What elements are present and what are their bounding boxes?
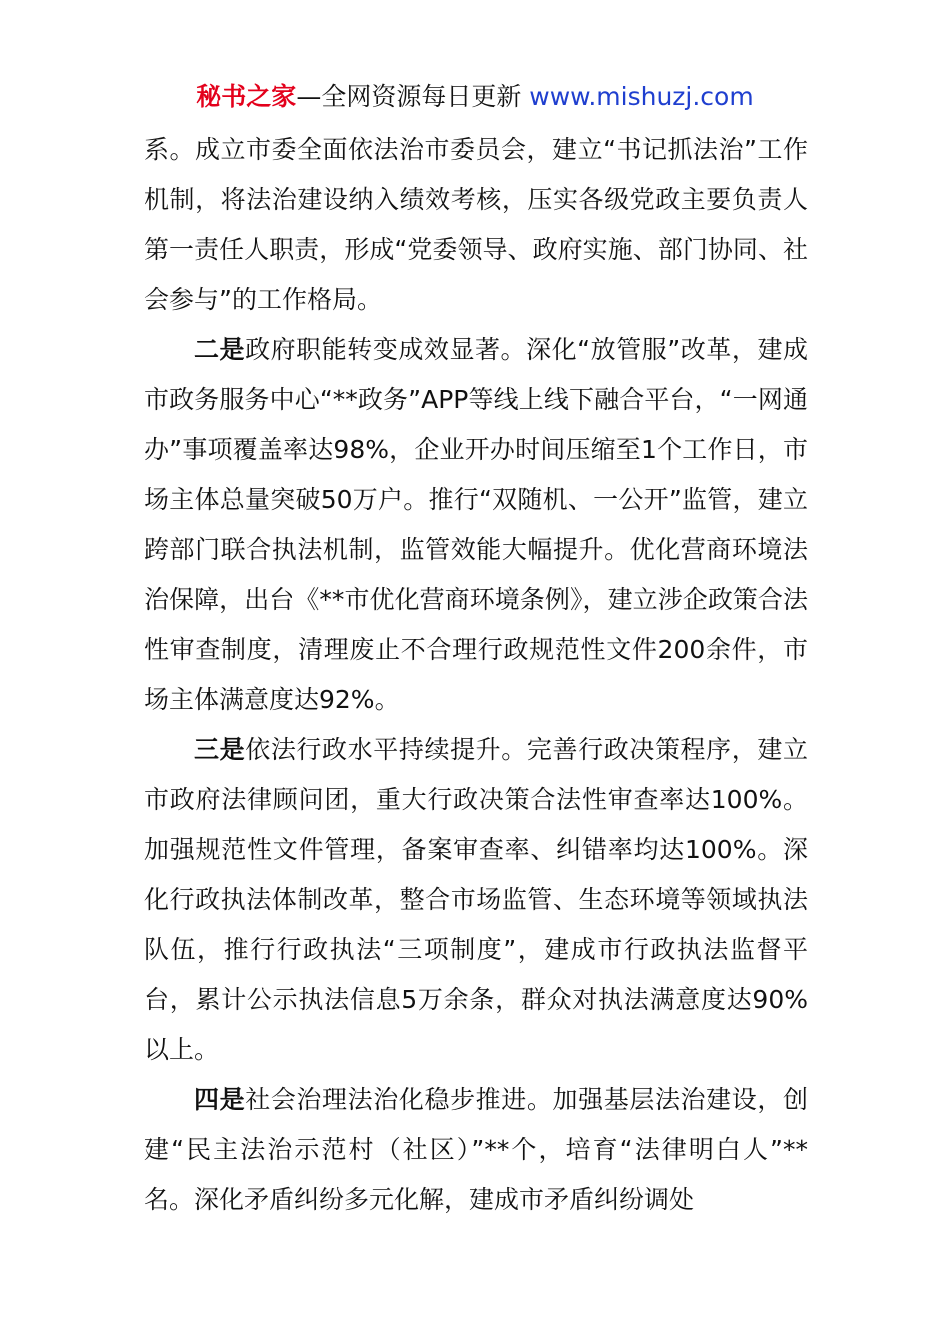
paragraph-lead: 二是 bbox=[194, 335, 246, 364]
paragraph-point-three bbox=[144, 725, 808, 1075]
page-header bbox=[0, 80, 950, 114]
header-tagline: —全网资源每日更新 bbox=[296, 82, 522, 111]
paragraph-lead: 三是 bbox=[194, 735, 246, 764]
paragraph-text: 政府职能转变成效显著。深化“放管服”改革，建成市政务服务中心“**政务”APP等线上线下融合平台，“一网通办”事项覆盖率达98%，企业开办时间压缩至1个工作日，市场主体总量突破50万户。推行“双随机、一公开”监管，建立跨部门联合执法机制，监管效能大幅提升。优化营商环境法治保障，出台《**市优化营商环境条例》，建立涉企政策合法性审查制度，清理废止不合理行政规范性文件200余件，市场主体满意度达92%。 bbox=[144, 335, 808, 714]
paragraph-text: 系。成立市委全面依法治市委员会，建立“书记抓法治”工作机制，将法治建设纳入绩效考核，压实各级党政主要负责人第一责任人职责，形成“党委领导、政府实施、部门协同、社会参与”的工作格局。 bbox=[144, 135, 808, 314]
paragraph-text: 社会治理法治化稳步推进。加强基层法治建设，创建“民主法治示范村（社区）”**个，培育“法律明白人”**名。深化矛盾纠纷多元化解，建成市矛盾纠纷调处 bbox=[144, 1085, 808, 1214]
paragraph-continuation bbox=[144, 125, 808, 325]
document-body bbox=[144, 125, 808, 1225]
brand-name: 秘书之家 bbox=[196, 82, 297, 111]
paragraph-point-two bbox=[144, 325, 808, 725]
paragraph-point-four bbox=[144, 1075, 808, 1225]
website-link[interactable]: www.mishuzj.com bbox=[529, 82, 754, 111]
paragraph-text: 依法行政水平持续提升。完善行政决策程序，建立市政府法律顾问团，重大行政决策合法性审查率达100%。加强规范性文件管理，备案审查率、纠错率均达100%。深化行政执法体制改革，整合市场监管、生态环境等领域执法队伍，推行行政执法“三项制度”，建成市行政执法监督平台，累计公示执法信息5万余条，群众对执法满意度达90%以上。 bbox=[144, 735, 808, 1064]
paragraph-lead: 四是 bbox=[194, 1085, 246, 1114]
